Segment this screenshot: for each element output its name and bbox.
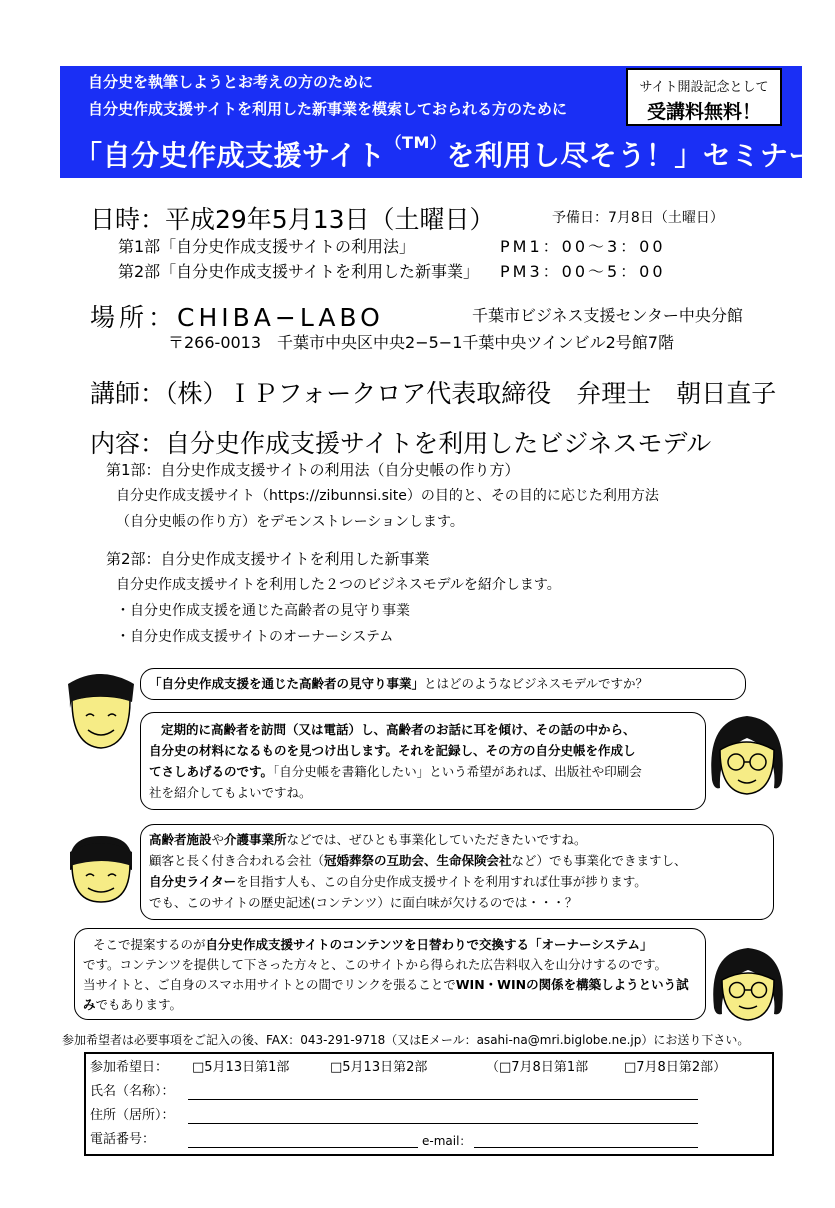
q2-l3-t1: を目指す人も、この自分史作成支援サイトを利用すれば仕事が捗ります。 [236, 874, 647, 889]
content-bullet-1: ・自分史作成支援を通じた高齢者の見守り事業 [116, 603, 410, 619]
a1-line-3-rest: 「自分史帳を書籍化したい」という希望があれば、出版社や印刷会 [273, 764, 642, 779]
a2-l4-b1: み [83, 997, 96, 1012]
option-may13-part2[interactable]: □5月13日第2部 [330, 1060, 428, 1075]
title-main: 「自分史作成支援サイト [74, 139, 386, 172]
a2-line-2: です。コンテンツを提供して下さった方々と、このサイトから得られた広告料収入を山分けするのです。 [83, 957, 668, 972]
option-jul8-part1[interactable]: （□7月8日第1部 [486, 1060, 589, 1075]
title-rest: を利用し尽そう！」セミナー [446, 139, 817, 172]
part2-time: PM3：00～5：00 [500, 262, 666, 281]
q2-l2-t2: など）でも事業化できますし、 [511, 853, 687, 868]
content-part1-title: 第1部：自分史作成支援サイトの利用法（自分史帳の作り方） [106, 461, 520, 479]
man-avatar-1-icon [60, 668, 142, 754]
name-field[interactable] [188, 1099, 698, 1100]
name-label: 氏名（名称）： [90, 1084, 175, 1099]
a1-line-2: 自分史の材料になるものを見つけ出します。それを記録し、その方の自分史帳を作成し [149, 743, 636, 758]
question-bubble-1 [140, 668, 746, 700]
phone-field[interactable] [188, 1147, 418, 1148]
content-part1-desc-1: 自分史作成支援サイト（https://zibunnsi.site）の目的と、その目的に応じた利用方法 [116, 488, 659, 504]
part2-label: 第2部「自分史作成支援サイトを利用した新事業」 [118, 262, 480, 281]
content-heading: 内容：自分史作成支援サイトを利用したビジネスモデル [90, 429, 712, 458]
part1-label: 第1部「自分史作成支援サイトの利用法」 [118, 237, 416, 256]
content-part2-desc: 自分史作成支援サイトを利用した２つのビジネスモデルを紹介します。 [116, 577, 561, 593]
badge-line-2: 受講料無料！ [646, 101, 761, 123]
venue-address: 〒266-0013 千葉市中央区中央2−5−1千葉中央ツインビル2号館7階 [168, 333, 674, 352]
q2-t2: などでは、ぜひとも事業化していただきたいですね。 [286, 832, 587, 847]
email-field[interactable] [474, 1147, 698, 1148]
q1-rest: とはどのようなビジネスモデルですか？ [424, 676, 649, 691]
man-avatar-2-icon [62, 834, 140, 904]
reserve-date: 予備日：7月8日（土曜日） [552, 210, 724, 226]
content-bullet-2: ・自分史作成支援サイトのオーナーシステム [116, 629, 394, 645]
a1-line-4: 社を紹介してもよいですね。 [149, 785, 312, 800]
option-may13-part1[interactable]: □5月13日第1部 [192, 1060, 290, 1075]
a1-line-3-bold: てさしあげるのです。 [149, 764, 274, 779]
q2-b1: 高齢者施設 [149, 832, 212, 847]
badge-line-1: サイト開設記念として [639, 80, 769, 95]
title-tm: （TM） [385, 133, 447, 152]
q2-l2-t1: 顧客と長く付き合われる会社（ [149, 853, 325, 868]
woman-avatar-2-icon [708, 944, 788, 1022]
form-date-label: 参加希望日： [90, 1060, 169, 1075]
answer-bubble-2 [74, 928, 706, 1020]
part1-time: PM1：00～3：00 [500, 237, 666, 256]
a2-l3-t1: 当サイトと、ご自身のスマホ用サイトとの間でリンクを張ることで [83, 977, 456, 992]
lecturer: 講師：（株）ＩＰフォークロア代表取締役 弁理士 朝日直子 [90, 379, 777, 408]
email-label: e-mail： [422, 1134, 472, 1148]
phone-label: 電話番号： [90, 1132, 156, 1147]
date-heading: 日時：平成29年5月13日（土曜日） [90, 205, 495, 234]
q2-l3-b1: 自分史ライター [149, 874, 237, 889]
option-jul8-part2[interactable]: □7月8日第2部） [624, 1060, 727, 1075]
q1-bold: 「自分史作成支援を通じた高齢者の見守り事業」 [149, 676, 425, 691]
venue-heading: 場所：CHIBA−LABO [90, 303, 384, 332]
a2-l1-b1: 自分史作成支援サイトのコンテンツを日替わりで交換する「オーナーシステム」 [205, 937, 653, 952]
content-part1-desc-2: （自分史帳の作り方）をデモンストレーションします。 [116, 514, 464, 530]
woman-avatar-1-icon [706, 710, 788, 800]
header-line-1: 自分史を執筆しようとお考えの方のために [88, 73, 374, 91]
q2-l2-b1: 冠婚葬祭の互助会、生命保険会社 [324, 853, 512, 868]
address-field[interactable] [188, 1123, 698, 1124]
content-part2-title: 第2部：自分史作成支援サイトを利用した新事業 [106, 550, 430, 568]
question-bubble-2 [140, 824, 774, 920]
q2-line-4: でも、このサイトの歴史記述(コンテンツ）に面白味が欠けるのでは・・・？ [149, 895, 578, 910]
q2-t1: や [211, 832, 225, 847]
answer-bubble-1 [140, 712, 706, 810]
a2-l4-t1: でもあります。 [95, 997, 183, 1012]
a1-line-1: 定期的に高齢者を訪問（又は電話）し、高齢者のお話に耳を傾け、その話の中から、 [161, 722, 636, 737]
venue-center: 千葉市ビジネス支援センター中央分館 [472, 306, 743, 325]
header-line-2: 自分史作成支援サイトを利用した新事業を模索しておられる方のために [88, 100, 567, 118]
free-badge [626, 68, 782, 126]
a2-l1-t1: そこで提案するのが [93, 937, 206, 952]
seminar-title [74, 134, 817, 174]
q2-b2: 介護事業所 [224, 832, 287, 847]
form-instruction: 参加希望者は必要事項をご記入の後、FAX：043-291-9718（又はEメール：asahi-na@mri.biglobe.ne.jp）にお送り下さい。 [62, 1033, 750, 1047]
a2-l3-b1: WIN・WINの関係を構築しようという試 [455, 977, 689, 992]
address-label: 住所（居所）： [90, 1108, 175, 1123]
